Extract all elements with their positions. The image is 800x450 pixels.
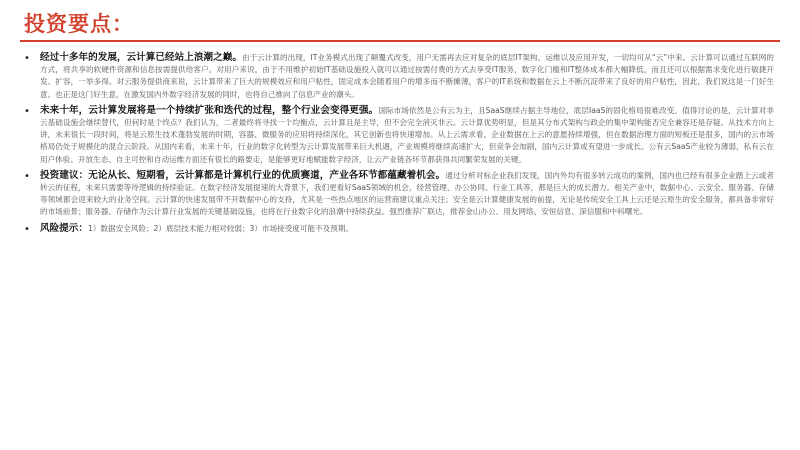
bullet-item bbox=[22, 52, 774, 101]
bullet-item bbox=[22, 105, 774, 166]
bullet-lead: 投资建议：无论从长、短期看，云计算都是计算机行业的优质赛道，产业各环节都蕴藏着机会。 bbox=[40, 169, 446, 181]
title-divider bbox=[20, 40, 780, 42]
page-title: 投资要点： bbox=[24, 12, 134, 36]
bullet-lead: 风险提示： bbox=[40, 222, 88, 234]
bullet-item bbox=[22, 223, 774, 235]
title-block bbox=[24, 8, 134, 38]
bullet-dot-icon: • bbox=[24, 223, 30, 235]
bullet-item bbox=[22, 170, 774, 219]
bullet-dot-icon: • bbox=[24, 105, 30, 117]
key-points-list bbox=[22, 52, 774, 239]
bullet-text: 由于云计算的出现，IT业务模式出现了颠覆式改变，用户无需再去应对复杂的底层IT架构、运维以及应用开发，一切均可从“云”中来。云计算可以通过互联网的方式，将共享的软硬件资源和信息按需提供给客户。对用户来说，由于不用维护初始IT基础设施投入就可以通过按需付费的方式去享受IT服务，数字化门槛和IT整体成本都大幅降低，而且还可以根据需求变化进行敏捷开发、扩容，一举多得。对云服务提供商来说，云计算带来了巨大的规模效应和用户粘性，固定成本会随着用户的增多而不断摊薄，客户的IT系统和数据在云上不断沉淀带来了良好的用户粘性，因此，我们说这是一门好生意。也正是这门好生意，在激发国内外数字经济发展的同时，也将自己推向了信息产业的潮头。 bbox=[40, 53, 775, 99]
bullet-text: 国际市场依然是公有云为主，且SaaS继续占据主导地位，底层IaaS的固化格局很难改变。值得讨论的是，云计算对非云基础设施会继续替代，但何时是个终点？我们认为，二者最终将寻找一个均衡点，云计算且是主导，但不会完全消灭非云。云计算优势明显，但是其分布式架构与政企的集中架构能否完全兼容还是存疑。从技术方向上讲，未来很长一段时间，将是云原生技术蓬勃发展的时期，容器、微服务的应用将持续深化，其它创新也将快速增加。从上云需求看，企业数据在上云的意愿持续增强，但在数据治理方面的短板还是很多，国内的云市场格局仍处于规模化的混合云阶段。从国内来看，未来十年，行业的数字化转型为云计算发展带来巨大机遇，产业规模将继续高速扩大，但竞争会加剧，国内云计算或有望进一步成长。公有云SaaS产业较为薄弱，私有云在用户体验、开放生态、自主可控和自动运维方面还有很长的路要走，是能够更好地赋能数字经济，让云产业链各环节都获得共同繁荣发展的关键。 bbox=[40, 105, 774, 164]
bullet-lead: 未来十年，云计算发展将是一个持续扩张和迭代的过程，整个行业会变得更强。 bbox=[40, 104, 379, 116]
bullet-lead: 经过十多年的发展，云计算已经站上浪潮之巅。 bbox=[40, 52, 242, 63]
bullet-text: 通过分析对标企业我们发现，国内外均有很多转云成功的案例，国内也已经有很多企业踏上云或者转云的征程，未来只需要等待逻辑的持续验证。在数字经济发展提速的大背景下，我们更看好SaaS领域的机会，经营管理、办公协同、行业工具等，都是巨大的成长潜力。相关产业中，数据中心、云安全、服务器、存储等领域都会迎来较大的业务空间。云计算的快速发展带不开数据中心的支持，尤其是一些热点地区的运营商建议重点关注；安全是云计算健康发展的前提，无论是传统安全工具上云还是云原生的安全服务，都具备非常好的市场前景；服务器、存储作为云计算行业发展的关键基础设施，也将在行业数字化的浪潮中持续获益。强烈推荐广联达，推荐金山办公、用友网络、安恒信息、深信服和中科曙光。 bbox=[40, 170, 774, 217]
bullet-text: 1）数据安全风险；2）底层技术能力相对较弱；3）市场接受度可能不及预期。 bbox=[87, 223, 354, 233]
bullet-dot-icon: • bbox=[24, 53, 30, 64]
bullet-dot-icon: • bbox=[24, 170, 30, 182]
